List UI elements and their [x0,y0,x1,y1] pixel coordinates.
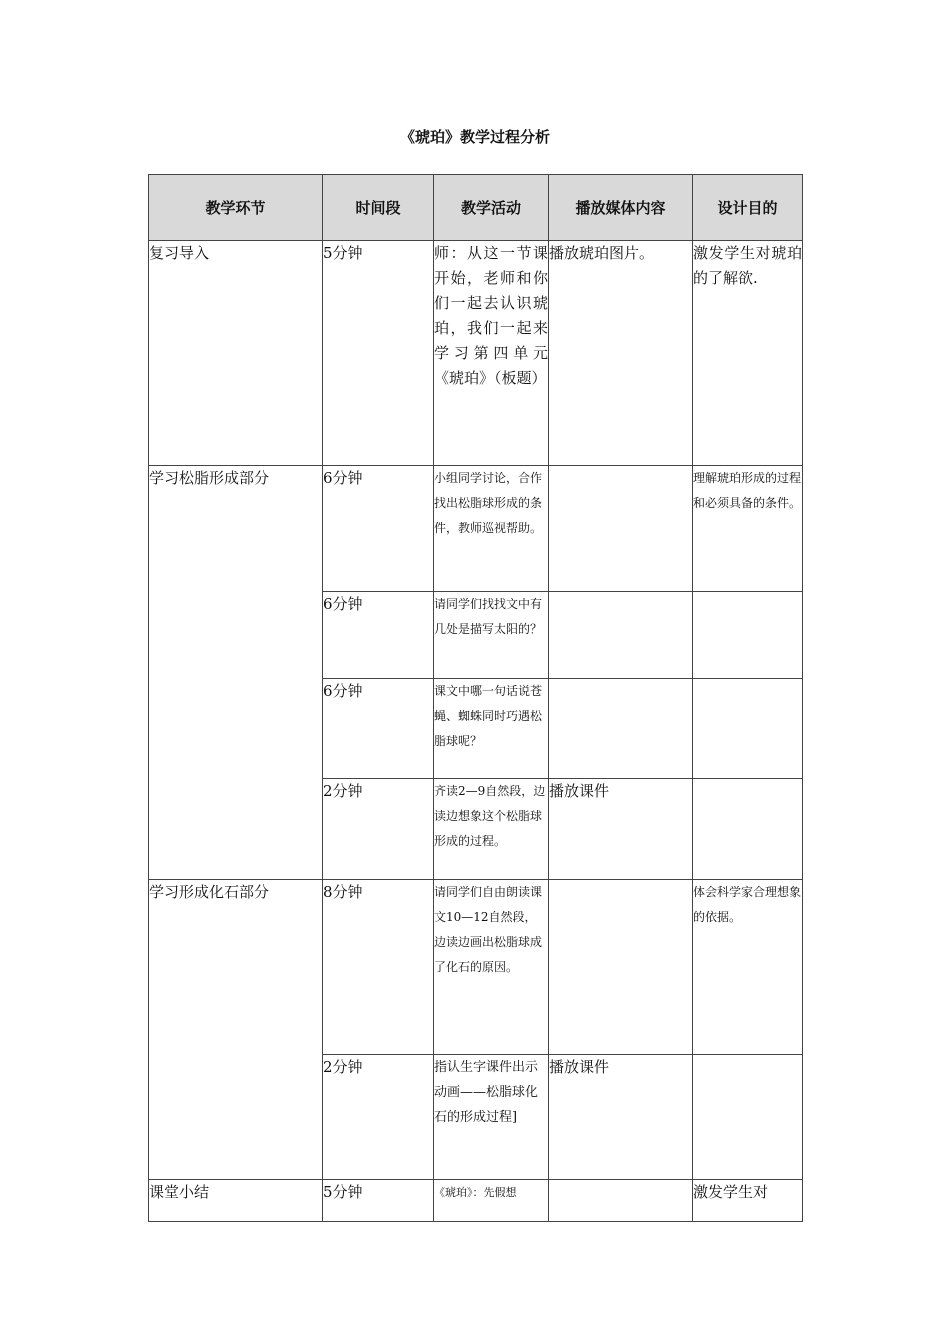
purpose-cell: 体会科学家合理想象的依据。 [693,880,803,1055]
activity-cell: 师：从这一节课开始，老师和你们一起去认识琥珀，我们一起来学习第四单元《琥珀》（板题） [434,241,549,466]
activity-cell: 指认生字课件出示动画——松脂球化石的形成过程] [434,1055,549,1180]
purpose-cell: 激发学生对琥珀的了解欲. [693,241,803,466]
table-header-row [149,175,803,241]
media-cell: 播放琥珀图片。 [549,241,693,466]
header-activity: 教学活动 [434,175,549,241]
purpose-cell [693,592,803,679]
stage-cell: 复习导入 [149,241,323,466]
time-cell: 2分钟 [323,779,434,880]
activity-cell: 小组同学讨论，合作找出松脂球形成的条件，教师巡视帮助。 [434,466,549,592]
stage-cell: 学习形成化石部分 [149,880,323,1180]
purpose-cell: 激发学生对 [693,1180,803,1222]
activity-cell: 请同学们找找文中有几处是描写太阳的？ [434,592,549,679]
purpose-cell [693,1055,803,1180]
table-row [149,1180,803,1222]
media-cell [549,1180,693,1222]
header-time: 时间段 [323,175,434,241]
purpose-cell: 理解琥珀形成的过程和必须具备的条件。 [693,466,803,592]
time-cell: 5分钟 [323,241,434,466]
page-title: 《琥珀》教学过程分析 [399,128,550,146]
purpose-cell [693,779,803,880]
time-cell: 2分钟 [323,1055,434,1180]
time-cell: 6分钟 [323,679,434,779]
header-purpose: 设计目的 [693,175,803,241]
time-cell: 6分钟 [323,466,434,592]
table-row [149,466,803,592]
lesson-process-table [148,174,803,1222]
time-cell: 6分钟 [323,592,434,679]
activity-cell: 课文中哪一句话说苍蝇、蜘蛛同时巧遇松脂球呢？ [434,679,549,779]
time-cell: 5分钟 [323,1180,434,1222]
media-cell [549,466,693,592]
header-stage: 教学环节 [149,175,323,241]
time-cell: 8分钟 [323,880,434,1055]
stage-cell: 课堂小结 [149,1180,323,1222]
header-media: 播放媒体内容 [549,175,693,241]
media-cell [549,679,693,779]
activity-cell: 《琥珀》：先假想 [434,1180,549,1222]
table-row [149,880,803,1055]
media-cell [549,880,693,1055]
media-cell: 播放课件 [549,779,693,880]
media-cell: 播放课件 [549,1055,693,1180]
activity-cell: 请同学们自由朗读课文10—12自然段，边读边画出松脂球成了化石的原因。 [434,880,549,1055]
table-row [149,241,803,466]
stage-cell: 学习松脂形成部分 [149,466,323,880]
purpose-cell [693,679,803,779]
activity-cell: 齐读2—9自然段，边读边想象这个松脂球形成的过程。 [434,779,549,880]
media-cell [549,592,693,679]
